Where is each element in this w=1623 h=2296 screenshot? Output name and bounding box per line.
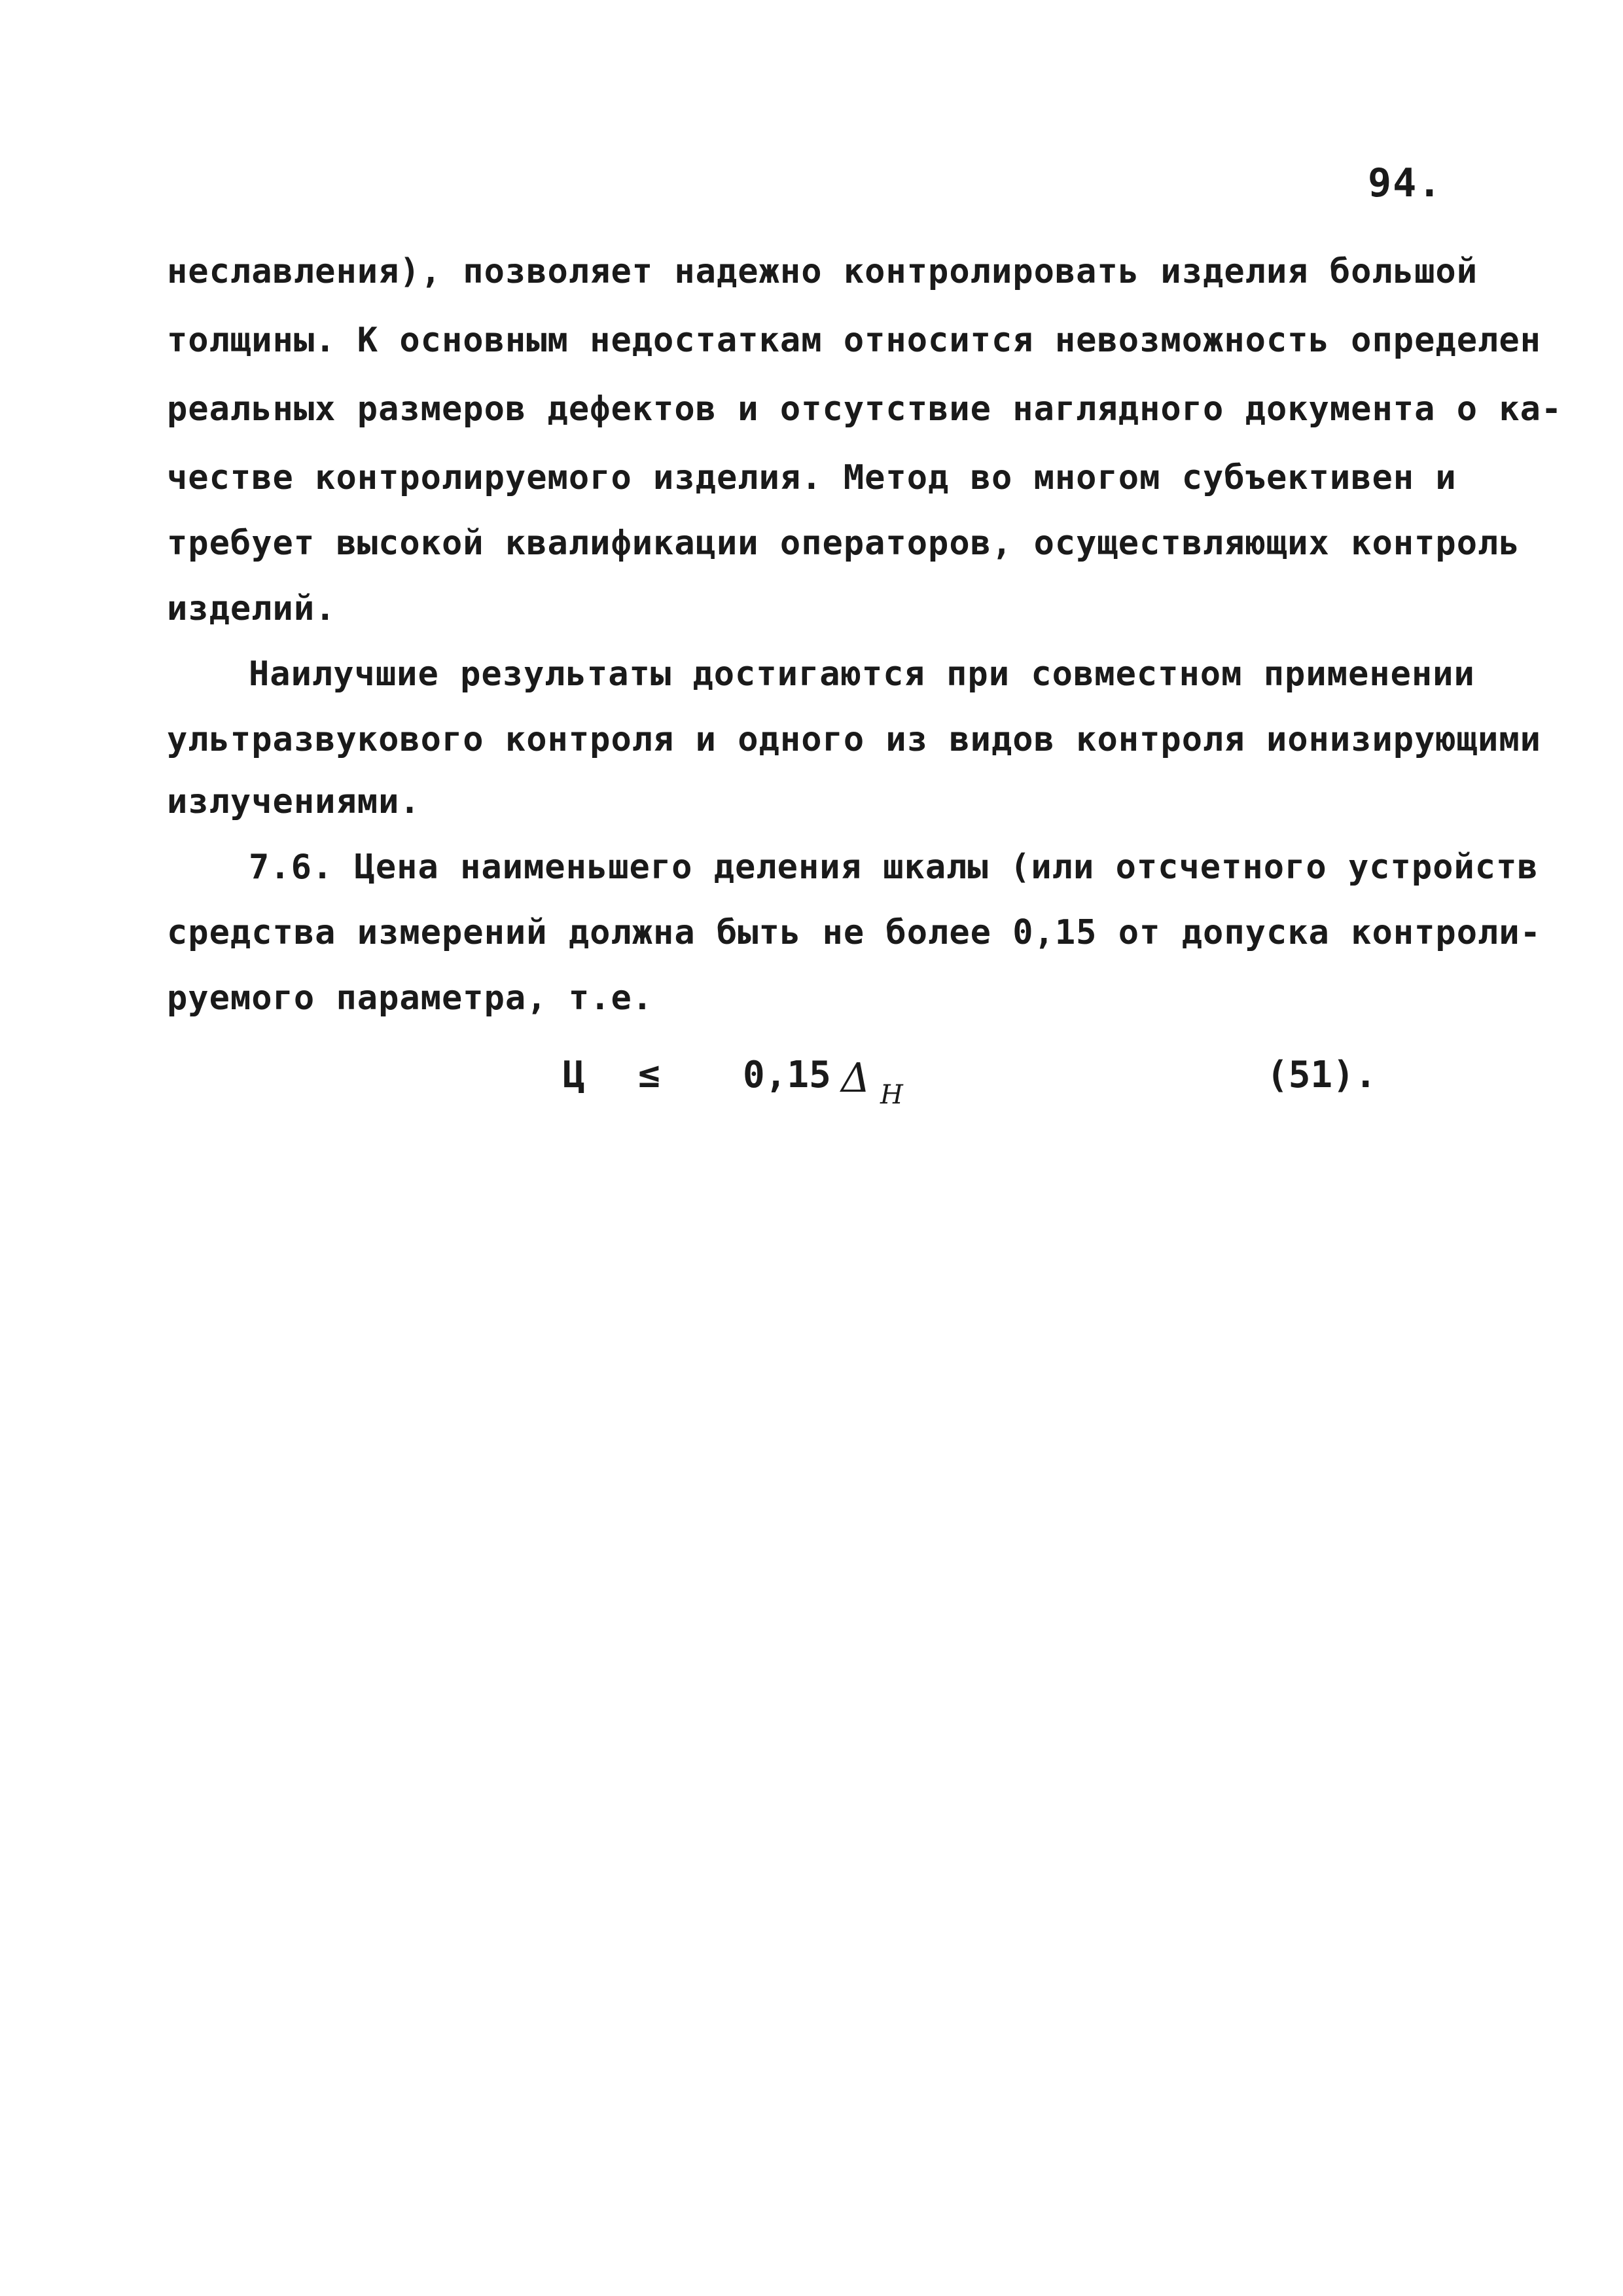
text-line: 7.6. Цена наименьшего деления шкалы (или отсчетного устройств <box>249 848 1539 887</box>
text-line: руемого параметра, т.е. <box>167 978 654 1018</box>
formula-lhs: Ц <box>563 1054 585 1096</box>
text-line: Наилучшие результаты достигаются при совместном применении <box>249 655 1475 694</box>
formula-delta-symbol: Δ <box>841 1054 870 1102</box>
formula-coefficient: 0,15 <box>743 1054 831 1096</box>
text-line: толщины. К основным недостаткам относится невозможность определен <box>167 321 1541 360</box>
text-line: реальных размеров дефектов и отсутствие наглядного документа о ка- <box>167 389 1563 429</box>
text-line: требует высокой квалификации операторов, осуществляющих контроль <box>167 524 1520 563</box>
text-line: средства измерений должна быть не более 0,15 от допуска контроли- <box>167 913 1541 952</box>
formula-relation: ≤ <box>638 1054 660 1096</box>
text-line: излучениями. <box>167 782 421 821</box>
text-line: изделий. <box>167 589 336 628</box>
formula-number: (51). <box>1266 1054 1377 1096</box>
formula-subscript: Н <box>880 1080 903 1110</box>
text-line: честве контролируемого изделия. Метод во многом субъективен и <box>167 458 1457 497</box>
text-line: ультразвукового контроля и одного из видов контроля ионизирующими <box>167 720 1541 759</box>
text-line: неславления), позволяет надежно контролировать изделия большой <box>167 252 1478 291</box>
page-number: 94. <box>1368 160 1443 206</box>
